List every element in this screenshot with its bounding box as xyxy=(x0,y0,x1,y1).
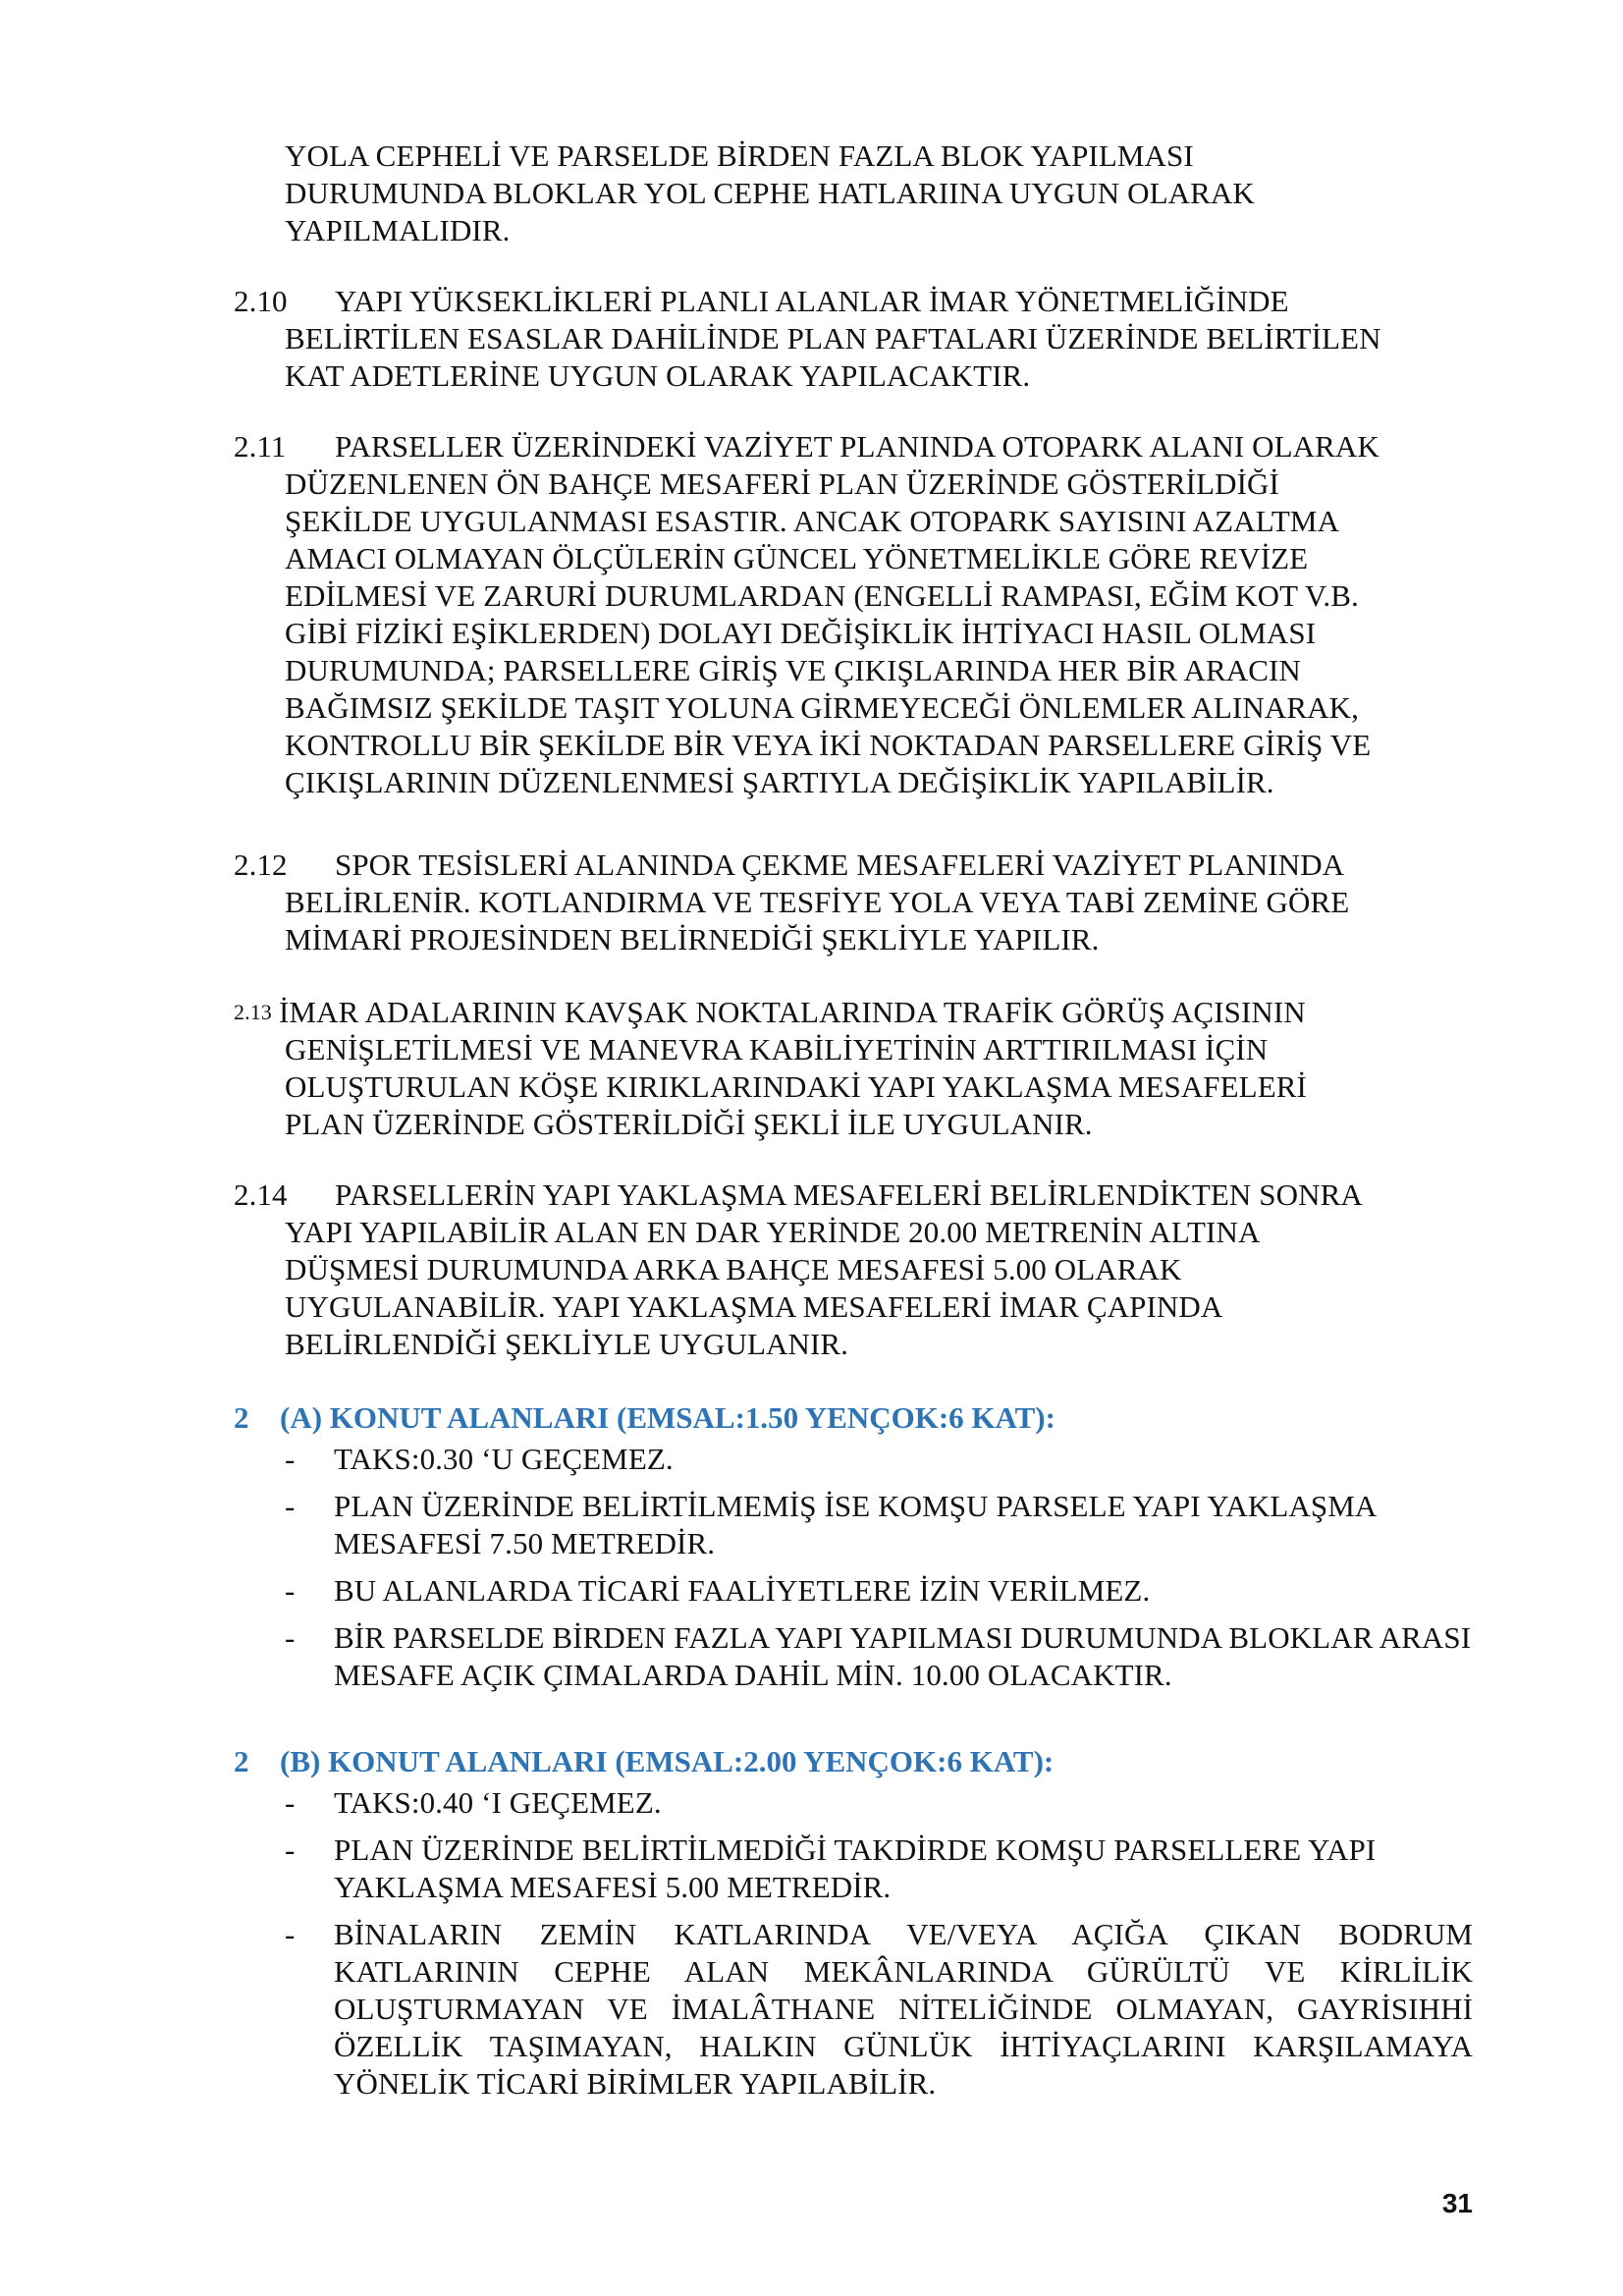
intro-paragraph xyxy=(285,137,1473,249)
list-item xyxy=(285,1619,1473,1694)
section-number: 2 xyxy=(234,1400,249,1435)
list-item-text: TAKS:0.40 ‘I GEÇEMEZ. xyxy=(334,1785,662,1820)
list-item xyxy=(285,1441,1473,1478)
dash-marker: - xyxy=(285,1832,296,1867)
intro-line: YOLA CEPHELİ VE PARSELDE BİRDEN FAZLA BLOK YAPILMASI xyxy=(285,138,1194,173)
clause-2-14 xyxy=(234,1176,1481,1363)
list-item xyxy=(285,1831,1473,1906)
clause-line: KAT ADETLERİNE UYGUN OLARAK YAPILACAKTIR. xyxy=(285,358,1031,393)
clause-2-12 xyxy=(234,847,1481,958)
list-item-text: PLAN ÜZERİNDE BELİRTİLMEMİŞ İSE KOMŞU PARSELE YAPI YAKLAŞMA MESAFESİ 7.50 METREDİR. xyxy=(334,1489,1376,1560)
clause-line: MİMARİ PROJESİNDEN BELİRNEDİĞİ ŞEKLİYLE YAPILIR. xyxy=(285,922,1100,957)
page-number: 31 xyxy=(1441,2188,1473,2218)
list-item xyxy=(285,1916,1473,2103)
list-item xyxy=(285,1488,1473,1562)
section-title: (A) KONUT ALANLARI (EMSAL:1.50 YENÇOK:6 KAT): xyxy=(280,1400,1055,1435)
list-item-text: PLAN ÜZERİNDE BELİRTİLMEDİĞİ TAKDİRDE KOMŞU PARSELLERE YAPI YAKLAŞMA MESAFESİ 5.00 METREDİR. xyxy=(334,1832,1377,1904)
clause-number: 2.12 xyxy=(234,847,288,882)
clause-number: 2.14 xyxy=(234,1177,288,1212)
clause-number: 2.13 xyxy=(234,1000,272,1024)
clause-line: UYGULANABİLİR. YAPI YAKLAŞMA MESAFELERİ İMAR ÇAPINDA xyxy=(285,1289,1223,1324)
list-item-text: BİNALARIN ZEMİN KATLARINDA VE/VEYA AÇIĞA ÇIKAN BODRUM KATLARININ CEPHE ALAN MEKÂNLARINDA GÜRÜLTÜ VE KİRLİLİK OLUŞTURMAYAN VE İMALÂTHANE NİTELİĞİNDE OLMAYAN, GAYRİSIHHİ ÖZELLİK TAŞIMAYAN, HALKIN GÜNLÜK İHTİYAÇLARINI KARŞILAMAYA YÖNELİK TİCARİ BİRİMLER YAPILABİLİR. xyxy=(334,1917,1473,2101)
clause-number: 2.10 xyxy=(234,284,288,318)
clause-2-13 xyxy=(234,994,1481,1143)
section-number: 2 xyxy=(234,1744,249,1778)
clause-line: DÜŞMESİ DURUMUNDA ARKA BAHÇE MESAFESİ 5.00 OLARAK xyxy=(285,1252,1182,1286)
clause-number: 2.11 xyxy=(234,429,287,464)
clause-first-line: YAPI YÜKSEKLİKLERİ PLANLI ALANLAR İMAR YÖNETMELİĞİNDE xyxy=(335,284,1289,318)
clause-first-line: PARSELLER ÜZERİNDEKİ VAZİYET PLANINDA OTOPARK ALANI OLARAK xyxy=(335,429,1380,464)
dash-marker: - xyxy=(285,1785,296,1820)
clause-first-line: İMAR ADALARININ KAVŞAK NOKTALARINDA TRAFİK GÖRÜŞ AÇISININ xyxy=(279,995,1306,1029)
intro-line: YAPILMALIDIR. xyxy=(285,213,511,247)
clause-line: KONTROLLU BİR ŞEKİLDE BİR VEYA İKİ NOKTADAN PARSELLERE GİRİŞ VE xyxy=(285,728,1372,762)
list-item-text: BU ALANLARDA TİCARİ FAALİYETLERE İZİN VERİLMEZ. xyxy=(334,1573,1151,1608)
section-a-bullet-list xyxy=(285,1441,1473,1704)
clause-line: BELİRTİLEN ESASLAR DAHİLİNDE PLAN PAFTALARI ÜZERİNDE BELİRTİLEN xyxy=(285,321,1381,355)
list-item-text: TAKS:0.30 ‘U GEÇEMEZ. xyxy=(334,1442,674,1476)
clause-line: DÜZENLENEN ÖN BAHÇE MESAFERİ PLAN ÜZERİNDE GÖSTERİLDİĞİ xyxy=(285,466,1279,501)
section-a-heading xyxy=(234,1399,1481,1437)
dash-marker: - xyxy=(285,1620,296,1655)
list-item xyxy=(285,1572,1473,1610)
section-title: (B) KONUT ALANLARI (EMSAL:2.00 YENÇOK:6 KAT): xyxy=(280,1744,1055,1778)
clause-line: YAPI YAPILABİLİR ALAN EN DAR YERİNDE 20.00 METRENİN ALTINA xyxy=(285,1215,1261,1249)
dash-marker: - xyxy=(285,1489,296,1523)
clause-first-line: SPOR TESİSLERİ ALANINDA ÇEKME MESAFELERİ VAZİYET PLANINDA xyxy=(335,847,1345,882)
clause-line: OLUŞTURULAN KÖŞE KIRIKLARINDAKİ YAPI YAKLAŞMA MESAFELERİ xyxy=(285,1069,1307,1104)
clause-line: ŞEKİLDE UYGULANMASI ESASTIR. ANCAK OTOPARK SAYISINI AZALTMA xyxy=(285,504,1340,538)
intro-line: DURUMUNDA BLOKLAR YOL CEPHE HATLARIINA UYGUN OLARAK xyxy=(285,176,1255,210)
clause-2-11 xyxy=(234,428,1481,801)
section-b-heading xyxy=(234,1743,1481,1780)
clause-line: BAĞIMSIZ ŞEKİLDE TAŞIT YOLUNA GİRMEYECEĞİ ÖNLEMLER ALINARAK, xyxy=(285,690,1359,725)
clause-line: AMACI OLMAYAN ÖLÇÜLERİN GÜNCEL YÖNETMELİKLE GÖRE REVİZE xyxy=(285,541,1309,575)
clause-line: EDİLMESİ VE ZARURİ DURUMLARDAN (ENGELLİ RAMPASI, EĞİM KOT V.B. xyxy=(285,578,1359,613)
clause-line: GENİŞLETİLMESİ VE MANEVRA KABİLİYETİNİN ARTTIRILMASI İÇİN xyxy=(285,1032,1269,1066)
dash-marker: - xyxy=(285,1442,296,1476)
clause-2-10 xyxy=(234,283,1481,395)
clause-line: GİBİ FİZİKİ EŞİKLERDEN) DOLAYI DEĞİŞİKLİK İHTİYACI HASIL OLMASI xyxy=(285,616,1317,650)
clause-line: ÇIKIŞLARININ DÜZENLENMESİ ŞARTIYLA DEĞİŞİKLİK YAPILABİLİR. xyxy=(285,765,1274,799)
dash-marker: - xyxy=(285,1917,296,1951)
clause-first-line: PARSELLERİN YAPI YAKLAŞMA MESAFELERİ BELİRLENDİKTEN SONRA xyxy=(335,1177,1363,1212)
list-item-text: BİR PARSELDE BİRDEN FAZLA YAPI YAPILMASI DURUMUNDA BLOKLAR ARASI MESAFE AÇIK ÇIMALARDA DAHİL MİN. 10.00 OLACAKTIR. xyxy=(334,1620,1472,1692)
section-b-bullet-list xyxy=(285,1784,1473,2112)
clause-line: PLAN ÜZERİNDE GÖSTERİLDİĞİ ŞEKLİ İLE UYGULANIR. xyxy=(285,1107,1093,1141)
clause-line: BELİRLENİR. KOTLANDIRMA VE TESFİYE YOLA VEYA TABİ ZEMİNE GÖRE xyxy=(285,885,1350,919)
clause-line: DURUMUNDA; PARSELLERE GİRİŞ VE ÇIKIŞLARINDA HER BİR ARACIN xyxy=(285,653,1301,687)
dash-marker: - xyxy=(285,1573,296,1608)
list-item xyxy=(285,1784,1473,1822)
clause-line: BELİRLENDİĞİ ŞEKLİYLE UYGULANIR. xyxy=(285,1327,849,1361)
